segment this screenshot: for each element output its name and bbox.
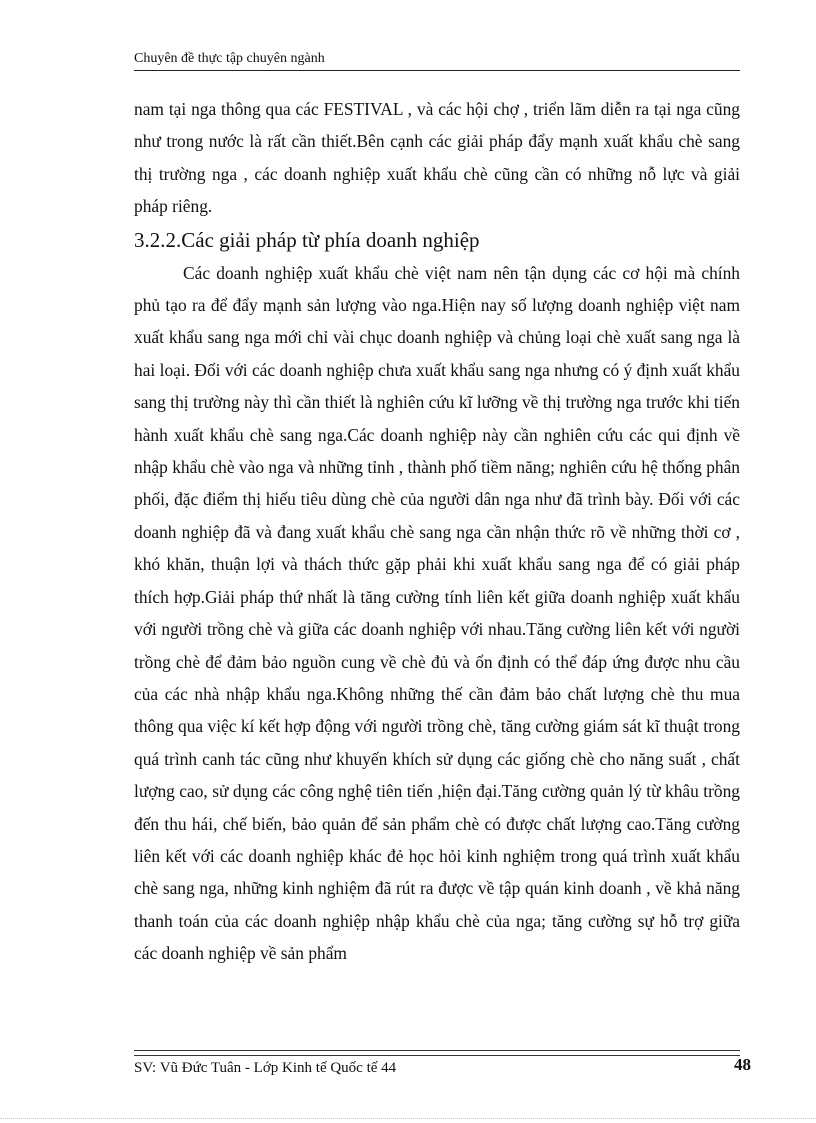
page-number: 48 <box>734 1055 751 1074</box>
footer-author: SV: Vũ Đức Tuân - Lớp Kinh tế Quốc tế 44 <box>134 1060 397 1076</box>
page-bottom-dotted-border <box>0 1118 816 1119</box>
intro-paragraph: nam tại nga thông qua các FESTIVAL , và các hội chợ , triển lãm diễn ra tại nga cũng như trong nước là rất cần thiết.Bên cạnh các giải pháp đẩy mạnh xuất khẩu chè sang thị trường nga , các doanh nghiệp xuất khẩu chè cũng cần có những nỗ lực và giải pháp riêng. <box>134 99 740 217</box>
header-title: Chuyên đề thực tập chuyên ngành <box>134 51 325 66</box>
document-body <box>134 93 740 970</box>
footer-rule <box>134 1050 740 1056</box>
page-header <box>134 50 740 71</box>
section-heading: 3.2.2.Các giải pháp từ phía doanh nghiệp <box>134 227 480 252</box>
main-paragraph: Các doanh nghiệp xuất khẩu chè việt nam nên tận dụng các cơ hội mà chính phủ tạo ra để đẩy mạnh sản lượng vào nga.Hiện nay số lượng doanh nghiệp việt nam xuất khẩu sang nga mới chỉ vài chục doanh nghiệp và chủng loại chè xuất sang nga là hai loại. Đối với các doanh nghiệp chưa xuất khẩu sang nga nhưng có ý định xuất khẩu sang thị trường này thì cần thiết là nghiên cứu kĩ lưỡng về thị trường nga trước khi tiến hành xuất khẩu chè sang nga.Các doanh nghiệp này cần nghiên cứu các qui định về nhập khẩu chè vào nga và những tỉnh , thành phố tiềm năng; nghiên cứu hệ thống phân phối, đặc điểm thị hiếu tiêu dùng chè của người dân nga như đã trình bày. Đối với các doanh nghiệp đã và đang xuất khẩu chè sang nga cần nhận thức rõ về những thời cơ , khó khăn, thuận lợi và thách thức gặp phải khi xuất khẩu sang nga để có giải pháp thích hợp.Giải pháp thứ nhất là tăng cường tính liên kết giữa doanh nghiệp xuất khẩu với người trồng chè và giữa các doanh nghiệp với nhau.Tăng cường liên kết với người trồng chè để đảm bảo nguồn cung về chè đủ và ổn định có thể đáp ứng được nhu cầu của các nhà nhập khẩu nga.Không những thế cần đảm bảo chất lượng chè thu mua thông qua việc kí kết hợp động với người trồng chè, tăng cường giám sát kĩ thuật trong quá trình canh tác cũng như khuyến khích sử dụng các giống chè cho năng suất , chất lượng cao, sử dụng các công nghệ tiên tiến ,hiện đại.Tăng cường quản lý từ khâu trồng đến thu hái, chế biến, bảo quản để sản phẩm chè có được chất lượng cao.Tăng cường liên kết với các doanh nghiệp khác đẻ học hỏi kinh nghiệm trong quá trình xuất khẩu chè sang nga, những kinh nghiệm đã rút ra được về tập quán kinh doanh , về khả năng thanh toán của các doanh nghiệp nhập khẩu chè của nga; tăng cường sự hỗ trợ giữa các doanh nghiệp về sản phẩm <box>134 262 740 964</box>
